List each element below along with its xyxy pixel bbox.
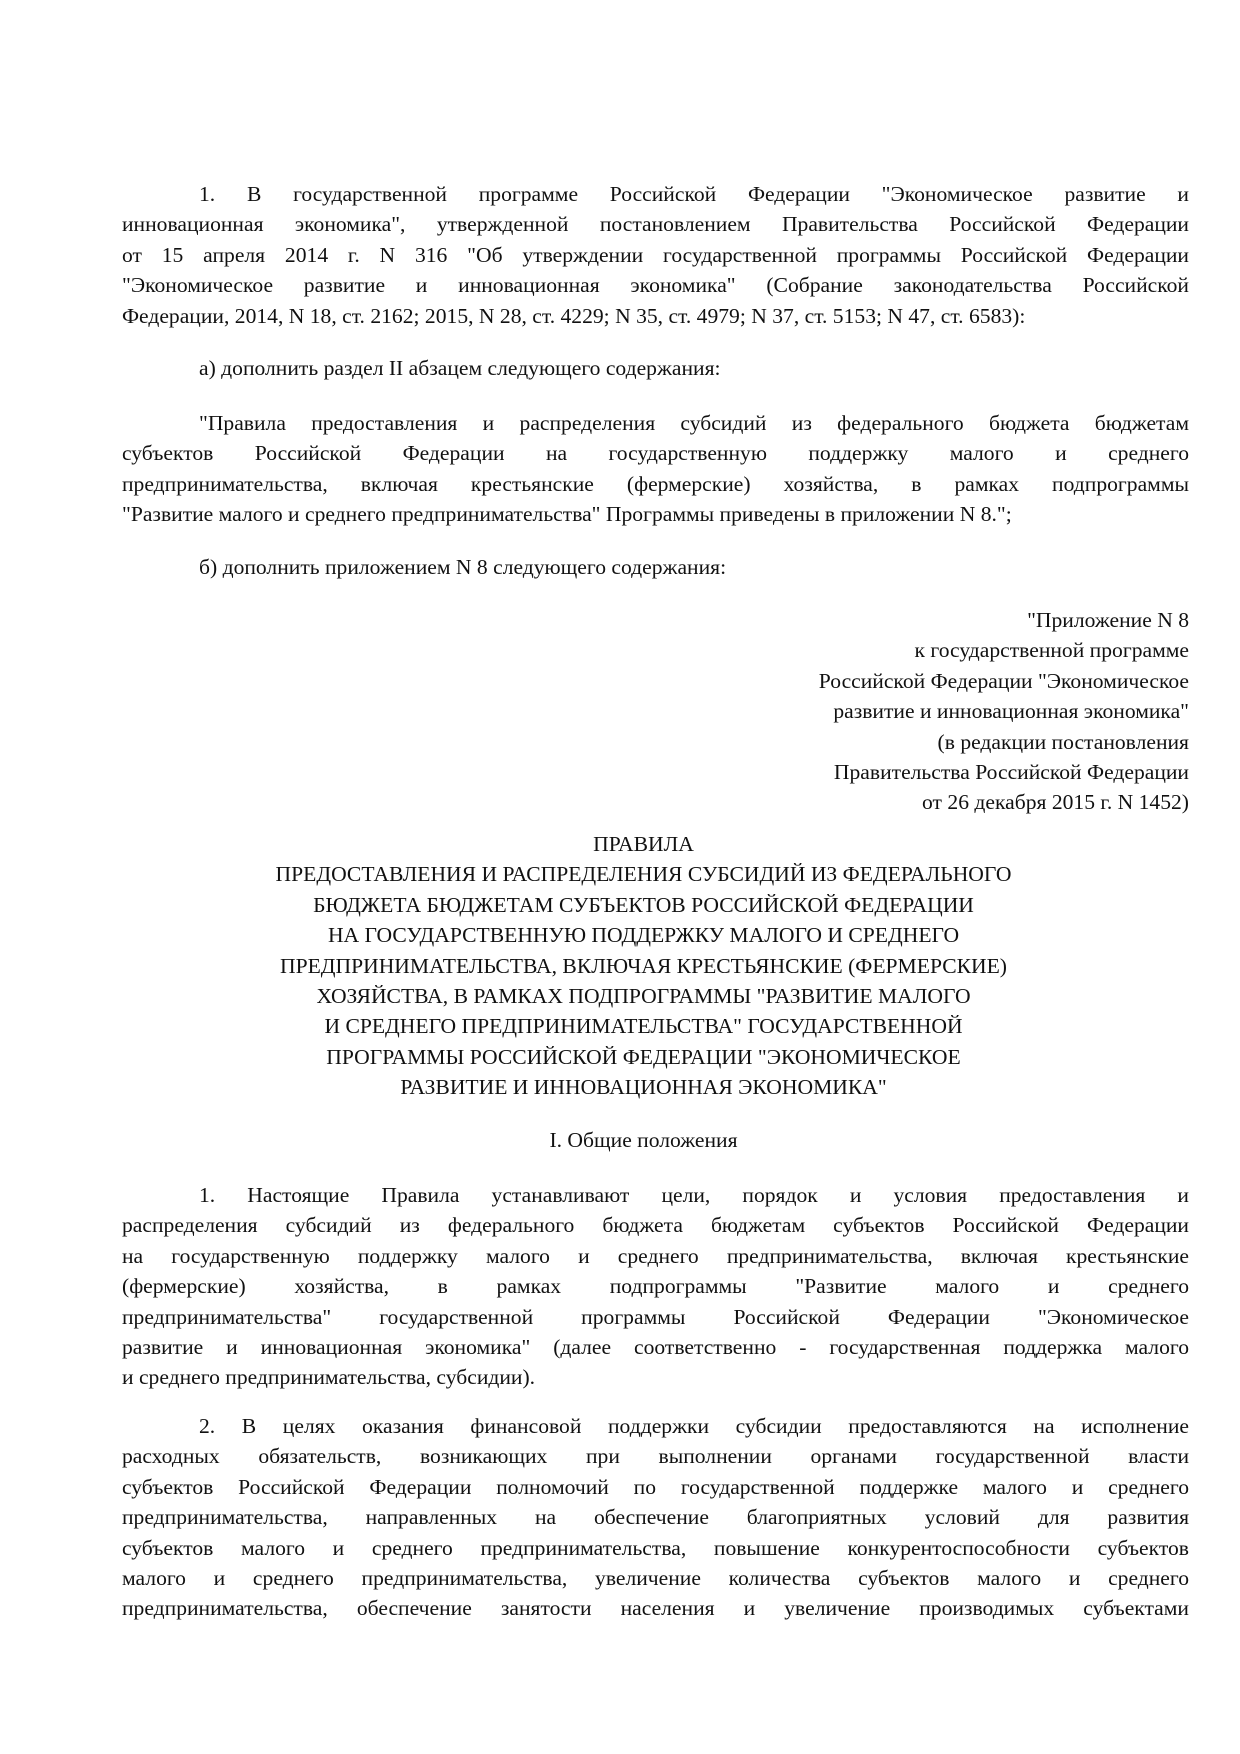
text-line: 2. В целях оказания финансовой поддержки субсидии предоставляются на исполнение — [199, 1414, 1189, 1438]
text-line: "Правила предоставления и распределения субсидий из федерального бюджета бюджетам — [199, 411, 1189, 435]
section-title: I. Общие положения — [549, 1128, 738, 1152]
text-line: субъектов Российской Федерации на государственную поддержку малого и среднего — [122, 441, 1189, 466]
section-heading — [110, 1125, 1177, 1155]
text-line: "Приложение N 8 — [1027, 608, 1189, 632]
text-line: предпринимательства, направленных на обеспечение благоприятных условий для развития — [122, 1505, 1189, 1530]
text-line: от 26 декабря 2015 г. N 1452) — [922, 790, 1189, 815]
text-line: предпринимательства" государственной программы Российской Федерации "Экономическое — [122, 1304, 1189, 1329]
text-line: 1. Настоящие Правила устанавливают цели, порядок и условия предоставления и — [199, 1183, 1189, 1207]
text-line: инновационная экономика", утвержденной постановлением Правительства Российской Федерации — [122, 212, 1189, 237]
text-line: ХОЗЯЙСТВА, В РАМКАХ ПОДПРОГРАММЫ "РАЗВИТИЕ МАЛОГО — [316, 983, 971, 1008]
text-line: (в редакции постановления — [937, 729, 1189, 754]
text-line: "Развитие малого и среднего предпринимательства" Программы приведены в приложении N 8."; — [122, 502, 1012, 527]
item-a-paragraph — [122, 353, 1189, 383]
text-line: ПРЕДПРИНИМАТЕЛЬСТВА, ВКЛЮЧАЯ КРЕСТЬЯНСКИЕ (ФЕРМЕРСКИЕ) — [279, 953, 1008, 978]
text-line: развитие и инновационная экономика" (далее соответственно - государственная поддержка малого — [122, 1334, 1189, 1359]
text-line: развитие и инновационная экономика" — [833, 699, 1189, 724]
text-line: субъектов Российской Федерации полномочий по государственной поддержке малого и среднего — [122, 1474, 1189, 1499]
text-line: предпринимательства, обеспечение занятости населения и увеличение производимых субъектами — [122, 1596, 1189, 1621]
text-line: предпринимательства, включая крестьянские (фермерские) хозяйства, в рамках подпрограммы — [122, 471, 1189, 496]
text-line: РАЗВИТИЕ И ИННОВАЦИОННАЯ ЭКОНОМИКА" — [400, 1075, 887, 1100]
appendix-header — [122, 605, 1189, 818]
text-line: Правительства Российской Федерации — [833, 759, 1189, 784]
item-b-text: б) дополнить приложением N 8 следующего содержания: — [199, 555, 727, 579]
text-line: ПРАВИЛА — [593, 832, 694, 856]
text-line: распределения субсидий из федерального бюджета бюджетам субъектов Российской Федерации — [122, 1213, 1189, 1238]
text-line: 1. В государственной программе Российской Федерации "Экономическое развитие и — [199, 182, 1189, 206]
item-b-paragraph — [122, 552, 1189, 582]
text-line: Федерации, 2014, N 18, ст. 2162; 2015, N 28, ст. 4229; N 35, ст. 4979; N 37, ст. 5153; N 47, ст. 6583): — [122, 303, 1026, 328]
text-line: НА ГОСУДАРСТВЕННУЮ ПОДДЕРЖКУ МАЛОГО И СРЕДНЕГО — [327, 923, 960, 948]
quote-paragraph — [122, 408, 1189, 530]
item-a-text: а) дополнить раздел II абзацем следующего содержания: — [199, 356, 721, 380]
text-line: расходных обязательств, возникающих при выполнении органами государственной власти — [122, 1444, 1189, 1469]
text-line: (фермерские) хозяйства, в рамках подпрограммы "Развитие малого и среднего — [122, 1274, 1189, 1299]
text-line: и среднего предпринимательства, субсидии). — [122, 1365, 536, 1390]
rule-2-paragraph — [122, 1411, 1189, 1624]
text-line: на государственную поддержку малого и среднего предпринимательства, включая крестьянские — [122, 1243, 1189, 1268]
text-line: И СРЕДНЕГО ПРЕДПРИНИМАТЕЛЬСТВА" ГОСУДАРСТВЕННОЙ — [324, 1014, 963, 1039]
text-line: "Экономическое развитие и инновационная экономика" (Собрание законодательства Российской — [122, 273, 1189, 298]
rule-1-paragraph — [122, 1180, 1189, 1393]
text-line: от 15 апреля 2014 г. N 316 "Об утверждении государственной программы Российской Федерации — [122, 242, 1189, 267]
intro-paragraph — [122, 179, 1189, 331]
text-line: Российской Федерации "Экономическое — [818, 668, 1189, 693]
rules-title — [110, 829, 1177, 1103]
text-line: малого и среднего предпринимательства, увеличение количества субъектов малого и среднего — [122, 1565, 1189, 1590]
text-line: субъектов малого и среднего предпринимательства, повышение конкурентоспособности субъектов — [122, 1535, 1189, 1560]
text-line: к государственной программе — [914, 638, 1189, 663]
text-line: БЮДЖЕТА БЮДЖЕТАМ СУБЪЕКТОВ РОССИЙСКОЙ ФЕДЕРАЦИИ — [313, 892, 974, 917]
text-line: ПРЕДОСТАВЛЕНИЯ И РАСПРЕДЕЛЕНИЯ СУБСИДИЙ ИЗ ФЕДЕРАЛЬНОГО — [275, 862, 1012, 887]
text-line: ПРОГРАММЫ РОССИЙСКОЙ ФЕДЕРАЦИИ "ЭКОНОМИЧЕСКОЕ — [326, 1044, 961, 1069]
